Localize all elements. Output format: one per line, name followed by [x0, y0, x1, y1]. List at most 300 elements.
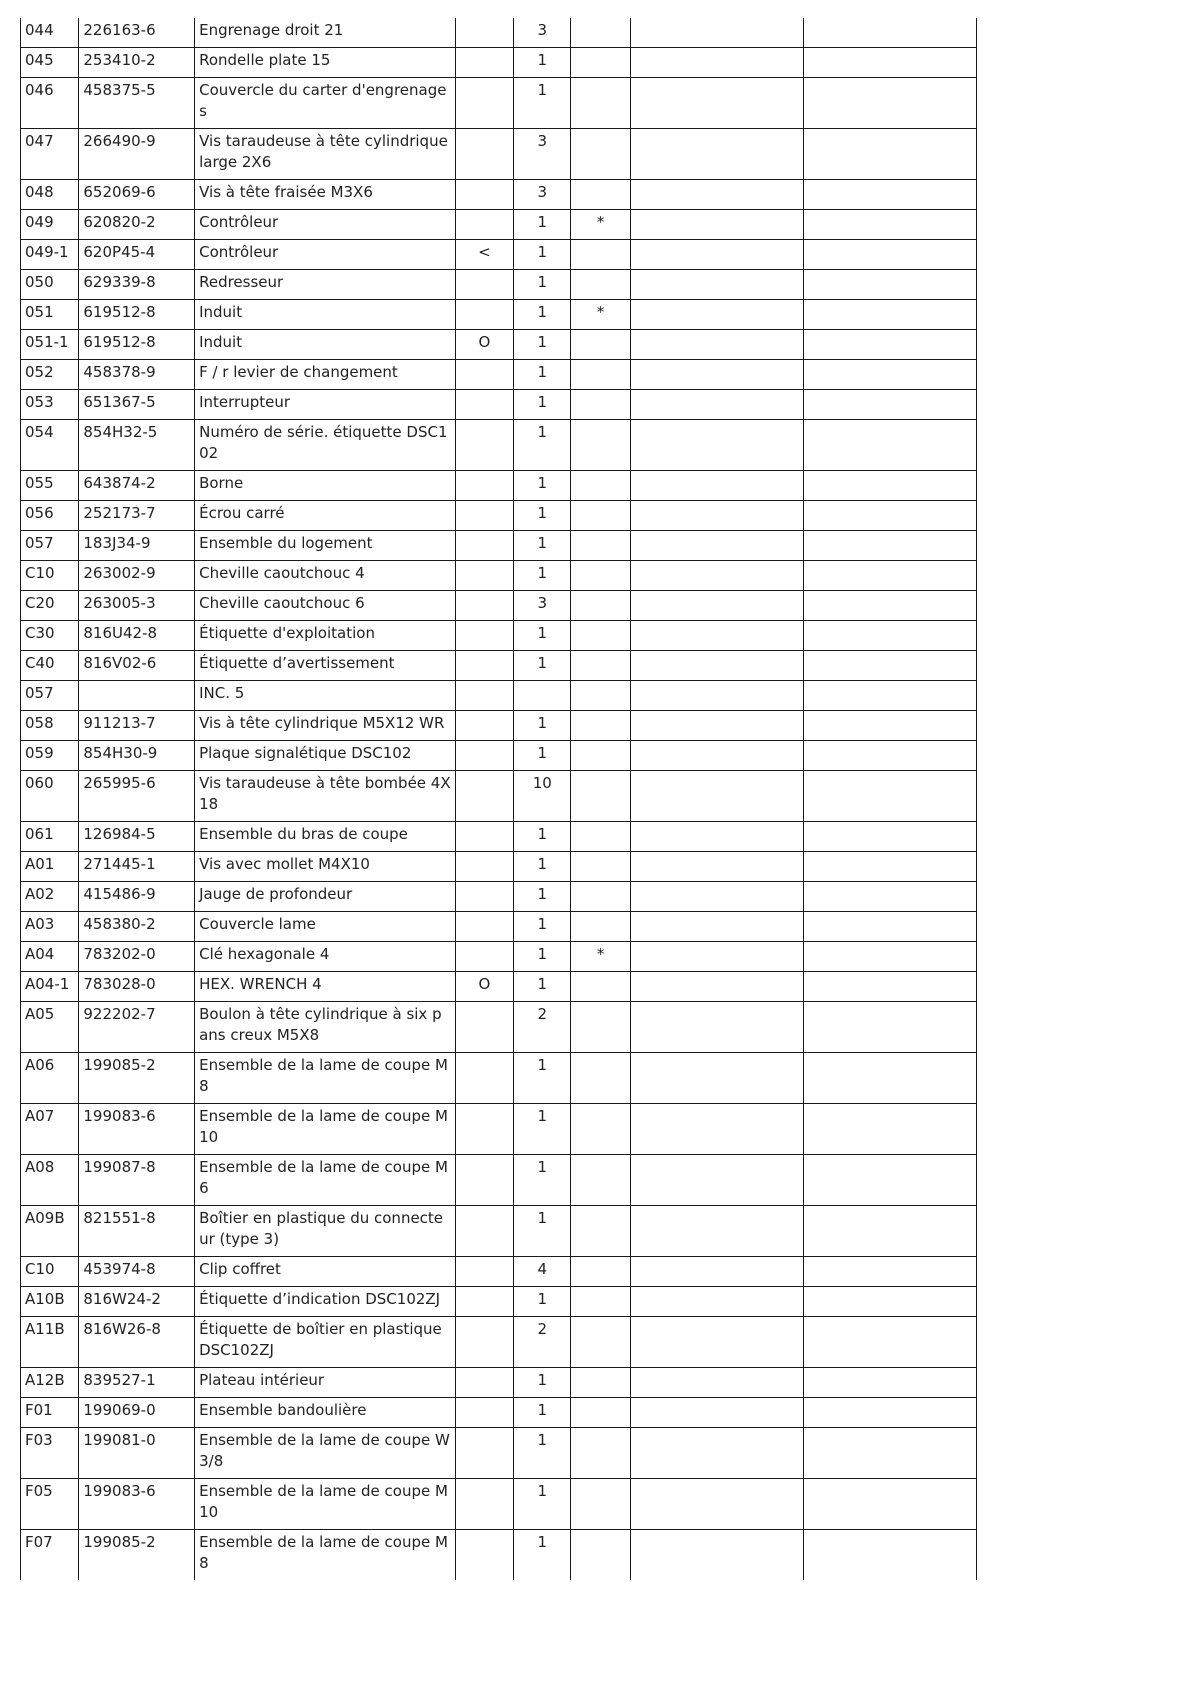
part-number-cell: 839527-1: [79, 1368, 195, 1398]
empty-cell: [803, 1155, 976, 1206]
note-cell: [571, 501, 630, 531]
quantity-cell: 1: [514, 531, 571, 561]
description-cell: Ensemble du logement: [195, 531, 456, 561]
part-number-cell: 458378-9: [79, 360, 195, 390]
table-row: [21, 942, 977, 972]
quantity-cell: 1: [514, 1287, 571, 1317]
marker-cell: [455, 48, 513, 78]
table-row: [21, 1479, 977, 1530]
note-cell: [571, 1368, 630, 1398]
note-cell: [571, 18, 630, 48]
quantity-cell: 3: [514, 180, 571, 210]
item-number-cell: C40: [21, 651, 79, 681]
description-cell: Cheville caoutchouc 4: [195, 561, 456, 591]
note-cell: [571, 1398, 630, 1428]
table-row: [21, 270, 977, 300]
item-number-cell: 050: [21, 270, 79, 300]
table-row: [21, 240, 977, 270]
table-row: [21, 420, 977, 471]
description-cell: Clip coffret: [195, 1257, 456, 1287]
description-cell: Interrupteur: [195, 390, 456, 420]
empty-cell: [803, 1206, 976, 1257]
part-number-cell: 652069-6: [79, 180, 195, 210]
empty-cell: [803, 129, 976, 180]
description-cell: Induit: [195, 300, 456, 330]
empty-cell: [803, 1530, 976, 1581]
empty-cell: [803, 972, 976, 1002]
note-cell: [571, 591, 630, 621]
empty-cell: [630, 882, 803, 912]
item-number-cell: F01: [21, 1398, 79, 1428]
empty-cell: [803, 18, 976, 48]
note-cell: [571, 180, 630, 210]
description-cell: Boîtier en plastique du connecteur (type 3): [195, 1206, 456, 1257]
table-row: [21, 390, 977, 420]
item-number-cell: 055: [21, 471, 79, 501]
description-cell: Étiquette d’indication DSC102ZJ: [195, 1287, 456, 1317]
item-number-cell: 058: [21, 711, 79, 741]
quantity-cell: 3: [514, 18, 571, 48]
item-number-cell: F05: [21, 1479, 79, 1530]
table-row: [21, 912, 977, 942]
empty-cell: [803, 270, 976, 300]
table-row: [21, 471, 977, 501]
quantity-cell: 1: [514, 1398, 571, 1428]
quantity-cell: 1: [514, 1155, 571, 1206]
quantity-cell: 3: [514, 591, 571, 621]
quantity-cell: 4: [514, 1257, 571, 1287]
marker-cell: [455, 561, 513, 591]
marker-cell: [455, 591, 513, 621]
quantity-cell: 1: [514, 48, 571, 78]
marker-cell: [455, 180, 513, 210]
empty-cell: [803, 741, 976, 771]
item-number-cell: 049: [21, 210, 79, 240]
description-cell: Écrou carré: [195, 501, 456, 531]
note-cell: [571, 882, 630, 912]
part-number-cell: 816W24-2: [79, 1287, 195, 1317]
part-number-cell: 783028-0: [79, 972, 195, 1002]
empty-cell: [803, 1398, 976, 1428]
empty-cell: [630, 48, 803, 78]
empty-cell: [630, 972, 803, 1002]
table-row: [21, 771, 977, 822]
description-cell: Étiquette d’avertissement: [195, 651, 456, 681]
part-number-cell: 854H30-9: [79, 741, 195, 771]
part-number-cell: 821551-8: [79, 1206, 195, 1257]
quantity-cell: 1: [514, 711, 571, 741]
description-cell: Couvercle lame: [195, 912, 456, 942]
empty-cell: [630, 420, 803, 471]
table-row: [21, 1053, 977, 1104]
note-cell: [571, 681, 630, 711]
marker-cell: [455, 1479, 513, 1530]
description-cell: Plateau intérieur: [195, 1368, 456, 1398]
item-number-cell: A02: [21, 882, 79, 912]
marker-cell: [455, 471, 513, 501]
description-cell: Ensemble de la lame de coupe W3/8: [195, 1428, 456, 1479]
item-number-cell: 049-1: [21, 240, 79, 270]
empty-cell: [630, 621, 803, 651]
item-number-cell: 052: [21, 360, 79, 390]
quantity-cell: 1: [514, 912, 571, 942]
table-row: [21, 1428, 977, 1479]
note-cell: [571, 1479, 630, 1530]
empty-cell: [803, 1104, 976, 1155]
part-number-cell: 126984-5: [79, 822, 195, 852]
part-number-cell: 620P45-4: [79, 240, 195, 270]
description-cell: Étiquette d'exploitation: [195, 621, 456, 651]
note-cell: [571, 621, 630, 651]
description-cell: Contrôleur: [195, 240, 456, 270]
empty-cell: [803, 1317, 976, 1368]
marker-cell: [455, 651, 513, 681]
marker-cell: <: [455, 240, 513, 270]
empty-cell: [803, 621, 976, 651]
empty-cell: [803, 360, 976, 390]
marker-cell: [455, 300, 513, 330]
marker-cell: [455, 1530, 513, 1581]
empty-cell: [803, 1287, 976, 1317]
part-number-cell: 199085-2: [79, 1530, 195, 1581]
empty-cell: [803, 942, 976, 972]
description-cell: Borne: [195, 471, 456, 501]
quantity-cell: 1: [514, 330, 571, 360]
item-number-cell: C30: [21, 621, 79, 651]
table-row: [21, 180, 977, 210]
note-cell: [571, 360, 630, 390]
marker-cell: [455, 771, 513, 822]
empty-cell: [803, 1002, 976, 1053]
table-row: [21, 1398, 977, 1428]
note-cell: [571, 1428, 630, 1479]
item-number-cell: 047: [21, 129, 79, 180]
item-number-cell: 054: [21, 420, 79, 471]
note-cell: [571, 129, 630, 180]
marker-cell: [455, 1428, 513, 1479]
part-number-cell: 651367-5: [79, 390, 195, 420]
parts-list-table: [20, 18, 977, 1580]
quantity-cell: 1: [514, 1479, 571, 1530]
table-row: [21, 48, 977, 78]
table-row: [21, 1206, 977, 1257]
empty-cell: [630, 822, 803, 852]
table-row: [21, 711, 977, 741]
note-cell: [571, 1317, 630, 1368]
empty-cell: [630, 912, 803, 942]
description-cell: Redresseur: [195, 270, 456, 300]
marker-cell: [455, 681, 513, 711]
quantity-cell: 1: [514, 1206, 571, 1257]
marker-cell: [455, 210, 513, 240]
marker-cell: [455, 822, 513, 852]
empty-cell: [630, 270, 803, 300]
description-cell: Contrôleur: [195, 210, 456, 240]
table-row: [21, 1257, 977, 1287]
description-cell: Vis taraudeuse à tête cylindrique large 2X6: [195, 129, 456, 180]
part-number-cell: 643874-2: [79, 471, 195, 501]
part-number-cell: 619512-8: [79, 300, 195, 330]
item-number-cell: C20: [21, 591, 79, 621]
item-number-cell: F03: [21, 1428, 79, 1479]
part-number-cell: 415486-9: [79, 882, 195, 912]
item-number-cell: 060: [21, 771, 79, 822]
part-number-cell: 263002-9: [79, 561, 195, 591]
item-number-cell: F07: [21, 1530, 79, 1581]
part-number-cell: 263005-3: [79, 591, 195, 621]
empty-cell: [630, 531, 803, 561]
empty-cell: [630, 1002, 803, 1053]
description-cell: Étiquette de boîtier en plastique DSC102ZJ: [195, 1317, 456, 1368]
table-row: [21, 681, 977, 711]
description-cell: Rondelle plate 15: [195, 48, 456, 78]
description-cell: Ensemble de la lame de coupe M8: [195, 1530, 456, 1581]
description-cell: Ensemble du bras de coupe: [195, 822, 456, 852]
part-number-cell: 183J34-9: [79, 531, 195, 561]
note-cell: [571, 531, 630, 561]
empty-cell: [803, 561, 976, 591]
empty-cell: [803, 180, 976, 210]
quantity-cell: 2: [514, 1002, 571, 1053]
marker-cell: [455, 711, 513, 741]
table-row: [21, 18, 977, 48]
empty-cell: [630, 1428, 803, 1479]
description-cell: Couvercle du carter d'engrenages: [195, 78, 456, 129]
quantity-cell: 1: [514, 1530, 571, 1581]
note-cell: [571, 78, 630, 129]
marker-cell: [455, 390, 513, 420]
empty-cell: [803, 1479, 976, 1530]
empty-cell: [630, 1257, 803, 1287]
quantity-cell: 1: [514, 471, 571, 501]
note-cell: [571, 471, 630, 501]
table-row: [21, 1104, 977, 1155]
item-number-cell: A06: [21, 1053, 79, 1104]
part-number-cell: 253410-2: [79, 48, 195, 78]
empty-cell: [630, 942, 803, 972]
empty-cell: [630, 561, 803, 591]
marker-cell: [455, 360, 513, 390]
item-number-cell: C10: [21, 1257, 79, 1287]
empty-cell: [630, 1206, 803, 1257]
description-cell: Ensemble de la lame de coupe M6: [195, 1155, 456, 1206]
marker-cell: [455, 882, 513, 912]
marker-cell: [455, 501, 513, 531]
marker-cell: O: [455, 330, 513, 360]
note-cell: [571, 561, 630, 591]
table-row: [21, 1530, 977, 1581]
empty-cell: [630, 1053, 803, 1104]
marker-cell: [455, 270, 513, 300]
description-cell: Ensemble de la lame de coupe M10: [195, 1479, 456, 1530]
note-cell: [571, 330, 630, 360]
empty-cell: [630, 390, 803, 420]
part-number-cell: 816U42-8: [79, 621, 195, 651]
item-number-cell: 045: [21, 48, 79, 78]
marker-cell: [455, 1368, 513, 1398]
empty-cell: [803, 1368, 976, 1398]
empty-cell: [630, 18, 803, 48]
note-cell: [571, 240, 630, 270]
note-cell: [571, 390, 630, 420]
table-row: [21, 531, 977, 561]
table-row: [21, 741, 977, 771]
part-number-cell: 922202-7: [79, 1002, 195, 1053]
empty-cell: [803, 48, 976, 78]
part-number-cell: 458375-5: [79, 78, 195, 129]
note-cell: [571, 1104, 630, 1155]
part-number-cell: 854H32-5: [79, 420, 195, 471]
empty-cell: [630, 210, 803, 240]
item-number-cell: A01: [21, 852, 79, 882]
marker-cell: [455, 1317, 513, 1368]
quantity-cell: 1: [514, 240, 571, 270]
part-number-cell: 620820-2: [79, 210, 195, 240]
note-cell: [571, 1206, 630, 1257]
empty-cell: [630, 651, 803, 681]
table-row: [21, 561, 977, 591]
table-row: [21, 651, 977, 681]
item-number-cell: 059: [21, 741, 79, 771]
description-cell: HEX. WRENCH 4: [195, 972, 456, 1002]
part-number-cell: 271445-1: [79, 852, 195, 882]
marker-cell: [455, 531, 513, 561]
marker-cell: O: [455, 972, 513, 1002]
part-number-cell: 265995-6: [79, 771, 195, 822]
parts-table-body: [21, 18, 977, 1580]
table-row: [21, 129, 977, 180]
description-cell: Induit: [195, 330, 456, 360]
part-number-cell: 619512-8: [79, 330, 195, 360]
note-cell: [571, 651, 630, 681]
description-cell: INC. 5: [195, 681, 456, 711]
description-cell: Vis taraudeuse à tête bombée 4X18: [195, 771, 456, 822]
quantity-cell: 1: [514, 741, 571, 771]
item-number-cell: 048: [21, 180, 79, 210]
part-number-cell: 199083-6: [79, 1479, 195, 1530]
empty-cell: [803, 1053, 976, 1104]
empty-cell: [803, 912, 976, 942]
quantity-cell: 1: [514, 1428, 571, 1479]
quantity-cell: 1: [514, 420, 571, 471]
description-cell: Ensemble bandoulière: [195, 1398, 456, 1428]
empty-cell: [803, 420, 976, 471]
note-cell: [571, 1287, 630, 1317]
part-number-cell: 911213-7: [79, 711, 195, 741]
part-number-cell: 816W26-8: [79, 1317, 195, 1368]
marker-cell: [455, 852, 513, 882]
empty-cell: [630, 1155, 803, 1206]
item-number-cell: 056: [21, 501, 79, 531]
quantity-cell: 1: [514, 651, 571, 681]
note-cell: *: [571, 210, 630, 240]
quantity-cell: 1: [514, 882, 571, 912]
empty-cell: [803, 240, 976, 270]
empty-cell: [630, 1530, 803, 1581]
part-number-cell: 199083-6: [79, 1104, 195, 1155]
item-number-cell: A08: [21, 1155, 79, 1206]
empty-cell: [630, 360, 803, 390]
empty-cell: [630, 78, 803, 129]
part-number-cell: 199069-0: [79, 1398, 195, 1428]
quantity-cell: 1: [514, 300, 571, 330]
description-cell: Cheville caoutchouc 6: [195, 591, 456, 621]
empty-cell: [803, 501, 976, 531]
empty-cell: [803, 771, 976, 822]
empty-cell: [630, 741, 803, 771]
marker-cell: [455, 1206, 513, 1257]
item-number-cell: 046: [21, 78, 79, 129]
empty-cell: [630, 1398, 803, 1428]
empty-cell: [630, 180, 803, 210]
part-number-cell: 199081-0: [79, 1428, 195, 1479]
quantity-cell: 1: [514, 390, 571, 420]
quantity-cell: 1: [514, 501, 571, 531]
description-cell: Jauge de profondeur: [195, 882, 456, 912]
marker-cell: [455, 741, 513, 771]
description-cell: Plaque signalétique DSC102: [195, 741, 456, 771]
empty-cell: [630, 129, 803, 180]
marker-cell: [455, 1155, 513, 1206]
part-number-cell: 783202-0: [79, 942, 195, 972]
item-number-cell: 057: [21, 681, 79, 711]
item-number-cell: C10: [21, 561, 79, 591]
item-number-cell: 057: [21, 531, 79, 561]
item-number-cell: 051: [21, 300, 79, 330]
note-cell: [571, 912, 630, 942]
quantity-cell: 1: [514, 942, 571, 972]
part-number-cell: 199087-8: [79, 1155, 195, 1206]
marker-cell: [455, 78, 513, 129]
note-cell: [571, 822, 630, 852]
item-number-cell: A09B: [21, 1206, 79, 1257]
table-row: [21, 1368, 977, 1398]
description-cell: Vis à tête cylindrique M5X12 WR: [195, 711, 456, 741]
table-row: [21, 882, 977, 912]
empty-cell: [803, 390, 976, 420]
empty-cell: [803, 681, 976, 711]
table-row: [21, 1002, 977, 1053]
table-row: [21, 300, 977, 330]
item-number-cell: 061: [21, 822, 79, 852]
quantity-cell: 3: [514, 129, 571, 180]
item-number-cell: A11B: [21, 1317, 79, 1368]
table-row: [21, 621, 977, 651]
quantity-cell: 1: [514, 1104, 571, 1155]
quantity-cell: 1: [514, 822, 571, 852]
item-number-cell: A04-1: [21, 972, 79, 1002]
note-cell: [571, 270, 630, 300]
part-number-cell: 199085-2: [79, 1053, 195, 1104]
note-cell: [571, 711, 630, 741]
item-number-cell: A07: [21, 1104, 79, 1155]
table-row: [21, 210, 977, 240]
empty-cell: [630, 300, 803, 330]
empty-cell: [803, 651, 976, 681]
empty-cell: [803, 852, 976, 882]
note-cell: *: [571, 942, 630, 972]
marker-cell: [455, 912, 513, 942]
marker-cell: [455, 1104, 513, 1155]
empty-cell: [803, 1428, 976, 1479]
marker-cell: [455, 1002, 513, 1053]
marker-cell: [455, 1053, 513, 1104]
part-number-cell: [79, 681, 195, 711]
item-number-cell: A04: [21, 942, 79, 972]
empty-cell: [803, 300, 976, 330]
table-row: [21, 360, 977, 390]
note-cell: [571, 852, 630, 882]
